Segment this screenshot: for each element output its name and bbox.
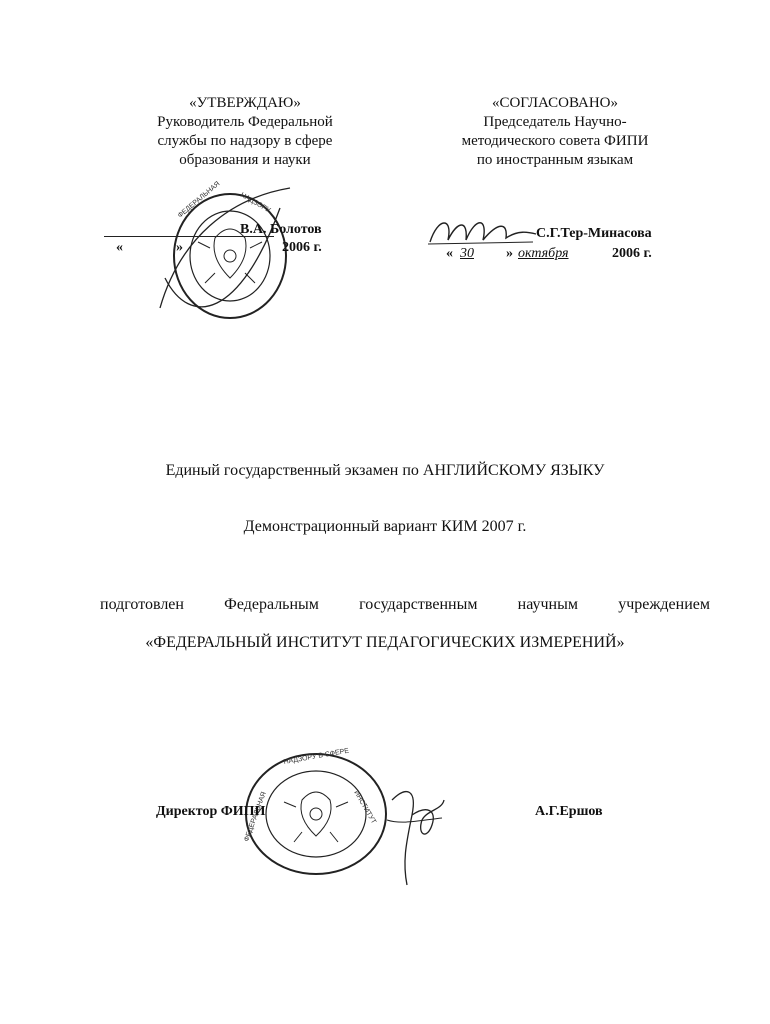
approval-line: по иностранным языкам [476, 152, 634, 168]
director-name: А.Г.Ершов [535, 804, 603, 819]
date-mid-right: » [506, 246, 513, 261]
document-subtitle: Демонстрационный вариант КИМ 2007 г. [243, 518, 527, 535]
prepared-word: учреждением [618, 596, 710, 613]
approval-block-left [110, 94, 380, 170]
date-year-left: 2006 г. [282, 240, 322, 255]
prepared-word: Федеральным [224, 596, 319, 613]
approval-block-right [420, 94, 690, 170]
svg-text:ФЕДЕРАЛЬНАЯ: ФЕДЕРАЛЬНАЯ [176, 180, 222, 220]
date-open-left: « [116, 240, 123, 255]
date-month-right: октября [518, 246, 569, 261]
approval-line: методического совета ФИПИ [461, 133, 649, 149]
signer-name-left: В.А. Болотов [240, 222, 322, 237]
signature-director [382, 780, 452, 890]
svg-text:ФЕДЕРАЛЬНАЯ: ФЕДЕРАЛЬНАЯ [243, 791, 268, 843]
signature-line-left [104, 236, 274, 237]
prepared-word: подготовлен [100, 596, 184, 613]
signer-name-right: С.Г.Тер-Минасова [536, 226, 652, 241]
signature-right [428, 212, 538, 248]
prepared-by-line [100, 596, 710, 614]
approval-line: Председатель Научно- [483, 114, 627, 130]
date-year-right: 2006 г. [612, 246, 652, 261]
approval-line: службы по надзору в сфере [157, 133, 333, 149]
prepared-word: научным [517, 596, 578, 613]
approval-line: образования и науки [179, 152, 311, 168]
prepared-word: государственным [359, 596, 478, 613]
document-title: Единый государственный экзамен по АНГЛИЙСКОМУ ЯЗЫКУ [165, 462, 605, 479]
svg-text:ИНСТИТУТ: ИНСТИТУТ [352, 789, 377, 826]
official-seal-bottom [243, 747, 394, 882]
svg-text:НАДЗОРУ: НАДЗОРУ [239, 191, 272, 215]
approval-line: Руководитель Федеральной [157, 114, 333, 130]
svg-text:НАДЗОРУ В СФЕРЕ: НАДЗОРУ В СФЕРЕ [283, 747, 350, 766]
date-close-left: » [176, 240, 183, 255]
date-day-right: 30 [460, 246, 474, 261]
director-label: Директор ФИПИ [156, 804, 266, 819]
approval-heading: «УТВЕРЖДАЮ» [189, 95, 301, 111]
date-open-right: « [446, 246, 453, 261]
official-seal-left [170, 178, 300, 328]
institute-name: «ФЕДЕРАЛЬНЫЙ ИНСТИТУТ ПЕДАГОГИЧЕСКИХ ИЗМЕРЕНИЙ» [145, 634, 625, 651]
approval-heading: «СОГЛАСОВАНО» [491, 95, 619, 111]
